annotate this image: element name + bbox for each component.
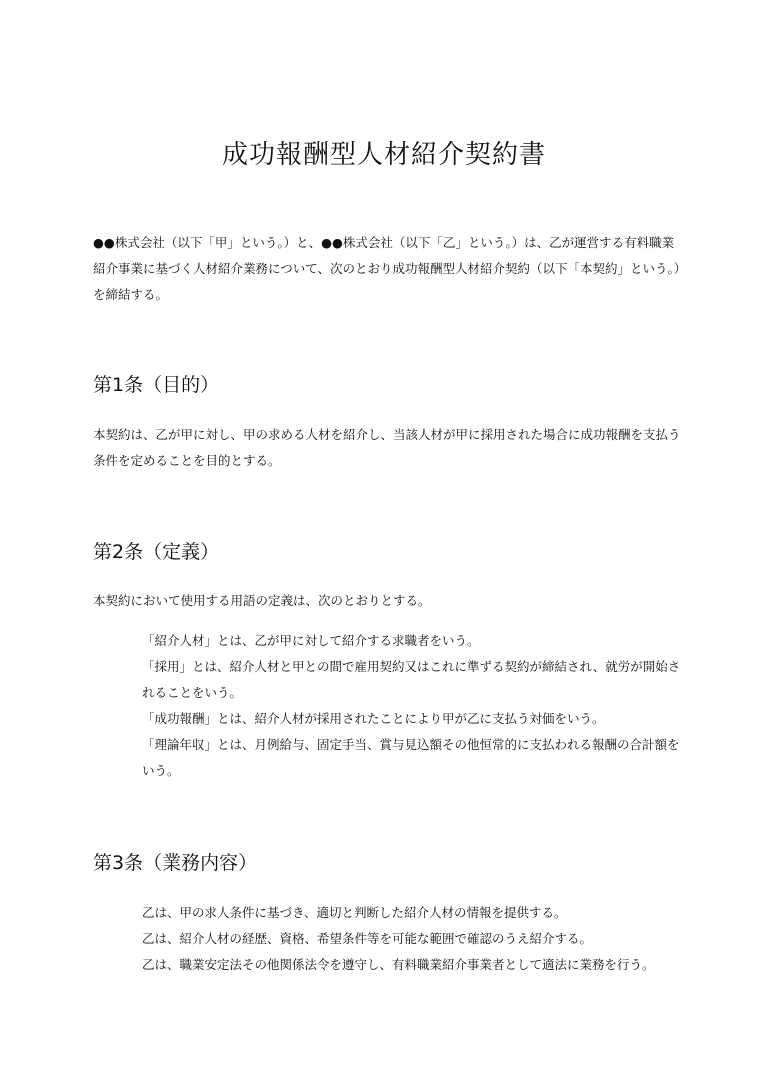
task-item: 乙は、職業安定法その他関係法令を遵守し、有料職業紹介事業者として適法に業務を行う。 [142, 957, 655, 972]
definition-list [142, 628, 682, 784]
definition-item: 「採用」とは、紹介人材と甲との間で雇用契約又はこれに準ずる契約が締結され、就労が開始されることをいう。 [142, 659, 681, 700]
definition-item: 「紹介人材」とは、乙が甲に対して紹介する求職者をいう。 [142, 633, 480, 648]
task-item: 乙は、紹介人材の経歴、資格、希望条件等を可能な範囲で確認のうえ紹介する。 [142, 931, 593, 946]
task-list [142, 900, 682, 978]
article-1-body: 本契約は、乙が甲に対し、甲の求める人材を紹介し、当該人材が甲に採用された場合に成功報酬を支払う条件を定めることを目的とする。 [93, 427, 681, 468]
document-title: 成功報酬型人材紹介契約書 [221, 140, 546, 170]
definition-item: 「理論年収」とは、月例給与、固定手当、賞与見込額その他恒常的に支払われる報酬の合計額をいう。 [142, 737, 680, 778]
article-3-heading: 第3条（業務内容） [93, 852, 258, 874]
article-2-heading: 第2条（定義） [93, 541, 220, 563]
article-1-heading: 第1条（目的） [93, 374, 220, 396]
preamble-paragraph: ●●株式会社（以下「甲」という。）と、●●株式会社（以下「乙」という。）は、乙が運営する有料職業紹介事業に基づく人材紹介業務について、次のとおり成功報酬型人材紹介契約（以下「本契約」という。）を締結する。 [93, 235, 681, 302]
definition-item: 「成功報酬」とは、紹介人材が採用されたことにより甲が乙に支払う対価をいう。 [142, 711, 605, 726]
article-2-body: 本契約において使用する用語の定義は、次のとおりとする。 [93, 593, 431, 608]
task-item: 乙は、甲の求人条件に基づき、適切と判断した紹介人材の情報を提供する。 [142, 905, 567, 920]
